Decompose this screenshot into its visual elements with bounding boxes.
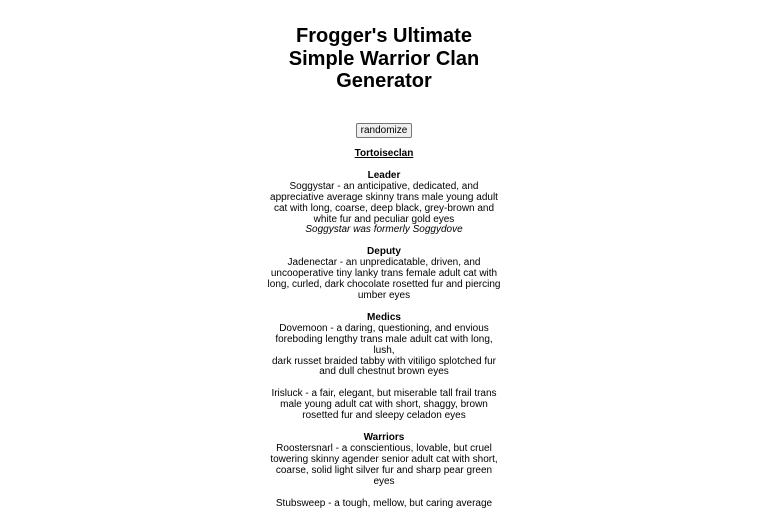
page-title <box>0 25 768 93</box>
title-line: Generator <box>336 70 432 92</box>
medics-section <box>264 313 504 378</box>
description-line: cat with long, coarse, deep black, grey-brown and <box>273 202 495 214</box>
description-line: long, curled, dark chocolate rosetted fur and piercing <box>267 279 501 291</box>
description-line: towering skinny agender senior adult cat with short, <box>270 453 498 465</box>
description-line: and dull chestnut brown eyes <box>319 366 449 378</box>
description-line: coarse, solid light silver fur and sharp pear green eyes <box>275 464 493 487</box>
clan-name: Tortoiseclan <box>354 148 414 159</box>
deputy-description <box>264 258 504 302</box>
randomize-button[interactable]: randomize <box>356 123 413 138</box>
title-line: Simple Warrior Clan <box>288 47 480 70</box>
medic-description <box>264 389 504 422</box>
warriors-heading: Warriors <box>363 432 405 444</box>
medic-entry <box>264 389 504 422</box>
deputy-section <box>264 247 504 302</box>
leader-description <box>264 182 504 226</box>
leader-former-name: Soggystar was formerly Soggydove <box>305 224 463 236</box>
deputy-heading: Deputy <box>367 246 401 258</box>
description-line: male young adult cat with short, shaggy, brown <box>280 399 488 411</box>
medics-heading: Medics <box>367 311 401 323</box>
leader-heading: Leader <box>367 169 401 181</box>
description-line: Stubsweep - a tough, mellow, but caring average <box>275 497 493 509</box>
description-line: Dovemoon - a daring, questioning, and envious <box>279 322 489 334</box>
description-line: foreboding lengthy trans male adult cat with long, lush, <box>275 333 493 356</box>
randomize-container <box>0 120 768 138</box>
clan-output <box>264 149 504 520</box>
description-line: white fur and peculiar gold eyes <box>313 213 455 225</box>
warrior-description <box>264 444 504 488</box>
description-line: Soggystar - an anticipative, dedicated, and <box>289 180 479 192</box>
warrior-description <box>264 499 504 510</box>
description-line: Irisluck - a fair, elegant, but miserable tall frail trans <box>271 388 497 400</box>
description-line: appreciative average skinny trans male young adult <box>270 191 498 203</box>
description-line: uncooperative tiny lanky trans female adult cat with <box>270 268 498 280</box>
medic-description <box>264 324 504 379</box>
description-line: Roostersnarl - a conscientious, lovable, but cruel <box>276 442 492 454</box>
description-line: dark russet braided tabby with vitiligo splotched fur <box>271 355 496 367</box>
leader-section <box>264 171 504 236</box>
warrior-entry <box>264 499 504 510</box>
description-line: rosetted fur and sleepy celadon eyes <box>302 410 466 422</box>
description-line: umber eyes <box>357 289 411 301</box>
title-line: Frogger's Ultimate <box>296 25 472 47</box>
description-line: Jadenectar - an unpredicatable, driven, and <box>287 257 481 269</box>
warriors-section <box>264 433 504 488</box>
